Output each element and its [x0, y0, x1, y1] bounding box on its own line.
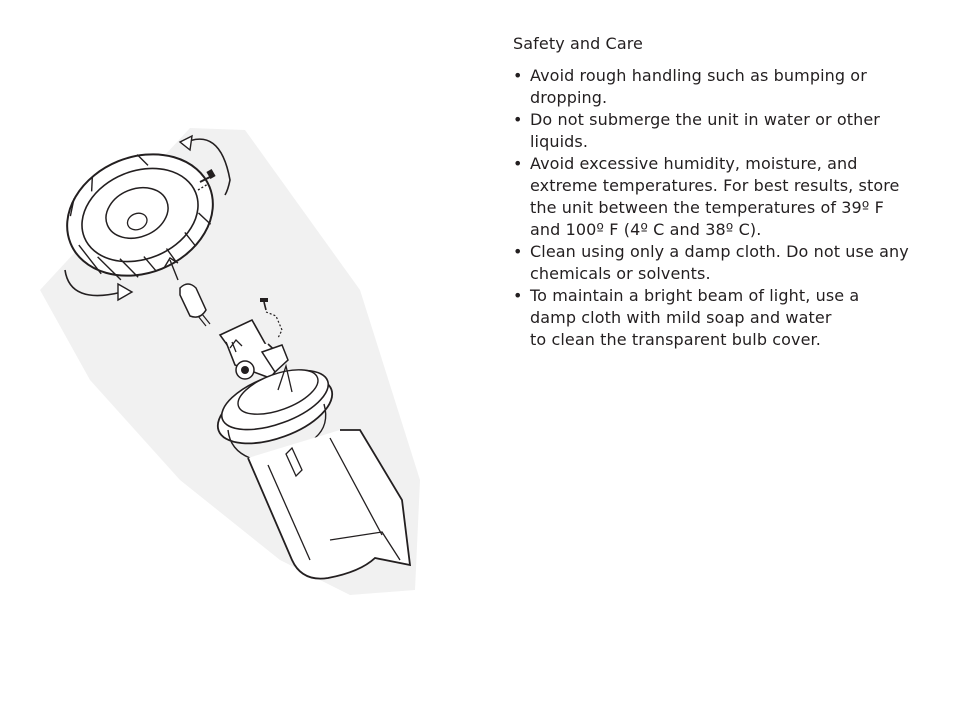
bullet: •: [513, 242, 523, 261]
flashlight-illustration: [30, 120, 430, 600]
care-item-submerge: [513, 109, 933, 153]
care-item-line: Do not submerge the unit in water or other: [530, 110, 880, 129]
safety-care-section: [513, 33, 933, 351]
flashlight-diagram: [30, 120, 430, 600]
care-item-line: liquids.: [530, 132, 589, 151]
bullet: •: [513, 110, 523, 129]
bullet: •: [513, 286, 523, 305]
care-item-line: extreme temperatures. For best results, store: [530, 176, 900, 195]
care-item-line: damp cloth with mild soap and water: [530, 308, 832, 327]
care-item-temperature: [513, 153, 933, 241]
care-item-line: and 100º F (4º C and 38º C).: [530, 220, 762, 239]
care-item-line: To maintain a bright beam of light, use a: [530, 286, 860, 305]
care-item-cleaning: [513, 241, 933, 285]
care-item-line: dropping.: [530, 88, 608, 107]
bullet: •: [513, 154, 523, 173]
section-title: Safety and Care: [513, 34, 643, 53]
care-item-line: Clean using only a damp cloth. Do not use any: [530, 242, 909, 261]
care-item-line: Avoid rough handling such as bumping or: [530, 66, 867, 85]
care-item-line: chemicals or solvents.: [530, 264, 711, 283]
care-list: [513, 65, 933, 351]
care-item-bulb-cover: [513, 285, 933, 351]
care-item-line: the unit between the temperatures of 39º F: [530, 198, 884, 217]
care-item-line: to clean the transparent bulb cover.: [530, 330, 821, 349]
care-item-line: Avoid excessive humidity, moisture, and: [530, 154, 858, 173]
bullet: •: [513, 66, 523, 85]
care-item-handling: [513, 65, 933, 109]
